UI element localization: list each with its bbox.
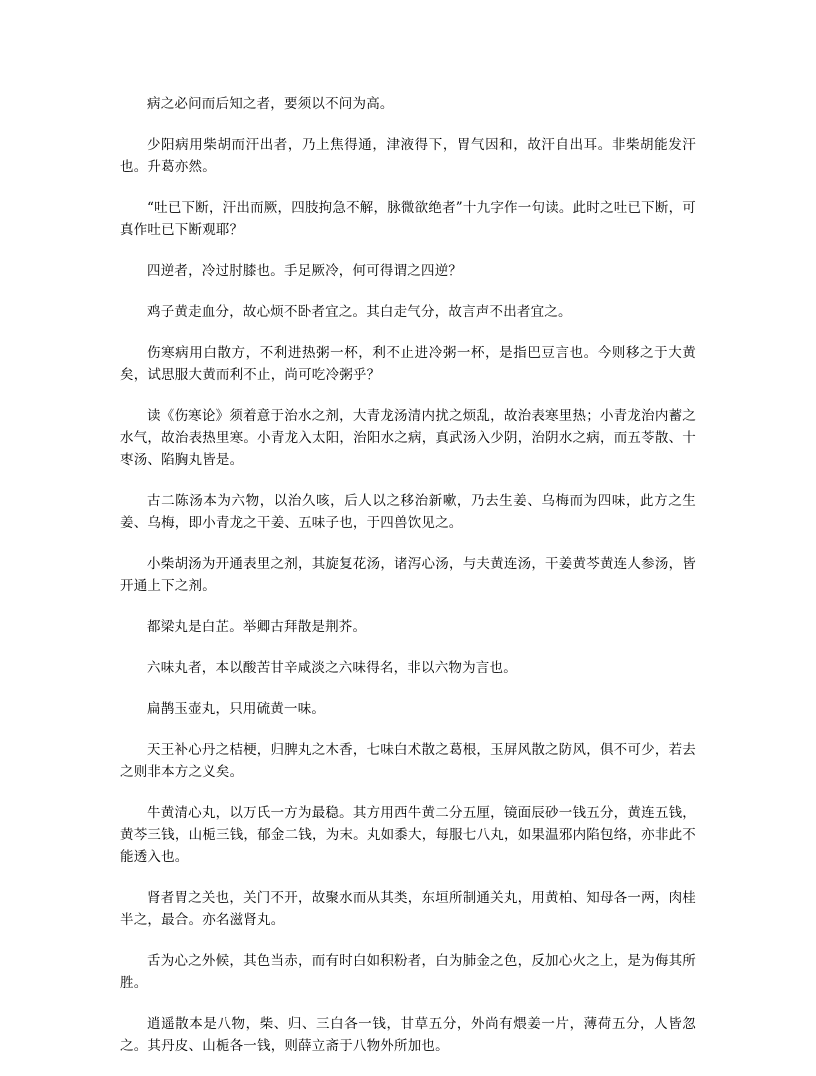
paragraph-17: 逍遥散本是八物，柴、归、三白各一钱，甘草五分，外尚有煨姜一片，薄荷五分，人皆忽之。其丹皮、山栀各一钱，则薛立斋于八物外所加也。 <box>120 1016 696 1054</box>
paragraph-12: 扁鹊玉壶丸，只用硫黄一味。 <box>147 701 326 717</box>
paragraph-8: 古二陈汤本为六物，以治久咳，后人以之移治新嗽，乃去生姜、乌梅而为四味，此方之生姜、乌梅，即小青龙之干姜、五味子也，于四兽饮见之。 <box>120 493 696 531</box>
paragraph-9: 小柴胡汤为开通表里之剂，其旋复花汤，诸泻心汤，与夫黄连汤，干姜黄芩黄连人参汤，皆开通上下之剂。 <box>120 556 696 594</box>
paragraph-15: 肾者胃之关也，关门不开，故聚水而从其类，东垣所制通关丸，用黄柏、知母各一两，肉桂半之，最合。亦名滋肾丸。 <box>120 890 696 928</box>
paragraph-13: 天王补心丹之桔梗，归脾丸之木香，七味白术散之葛根，玉屏风散之防风，俱不可少，若去之则非本方之义矣。 <box>120 742 696 780</box>
paragraph-2: 少阳病用柴胡而汗出者，乃上焦得通，津液得下，胃气因和，故汗自出耳。非柴胡能发汗也。升葛亦然。 <box>120 137 696 175</box>
paragraph-4: 四逆者，冷过肘膝也。手足厥冷，何可得谓之四逆？ <box>147 263 463 279</box>
paragraph-11: 六味丸者，本以酸苦甘辛咸淡之六味得名，非以六物为言也。 <box>147 660 517 676</box>
paragraph-16: 舌为心之外候，其色当赤，而有时白如积粉者，白为肺金之色，反加心火之上，是为侮其所胜。 <box>120 953 696 991</box>
paragraph-1: 病之必问而后知之者，要须以不问为高。 <box>147 96 394 112</box>
paragraph-6: 伤寒病用白散方，不利进热粥一杯，利不止进冷粥一杯，是指巴豆言也。今则移之于大黄矣，试思服大黄而利不止，尚可吃冷粥乎？ <box>120 345 696 383</box>
paragraph-10: 都梁丸是白芷。举卿古拜散是荆芥。 <box>147 619 367 635</box>
paragraph-3: “吐已下断，汗出而厥，四肢拘急不解，脉微欲绝者”十九字作一句读。此时之吐已下断，可真作吐已下断观耶？ <box>120 200 696 238</box>
document-body <box>120 93 696 1076</box>
paragraph-5: 鸡子黄走血分，故心烦不卧者宜之。其白走气分，故言声不出者宜之。 <box>147 304 572 320</box>
paragraph-7: 读《伤寒论》须着意于治水之剂，大青龙汤清内扰之烦乱，故治表寒里热；小青龙治内蓄之水气，故治表热里寒。小青龙入太阳，治阳水之病，真武汤入少阴，治阴水之病，而五苓散、十枣汤、陷胸丸皆是。 <box>120 408 696 468</box>
paragraph-14: 牛黄清心丸，以万氏一方为最稳。其方用西牛黄二分五厘，镜面辰砂一钱五分，黄连五钱，黄芩三钱，山栀三钱，郁金二钱，为末。丸如黍大，每服七八丸，如果温邪内陷包络，亦非此不能透入也。 <box>120 805 696 865</box>
